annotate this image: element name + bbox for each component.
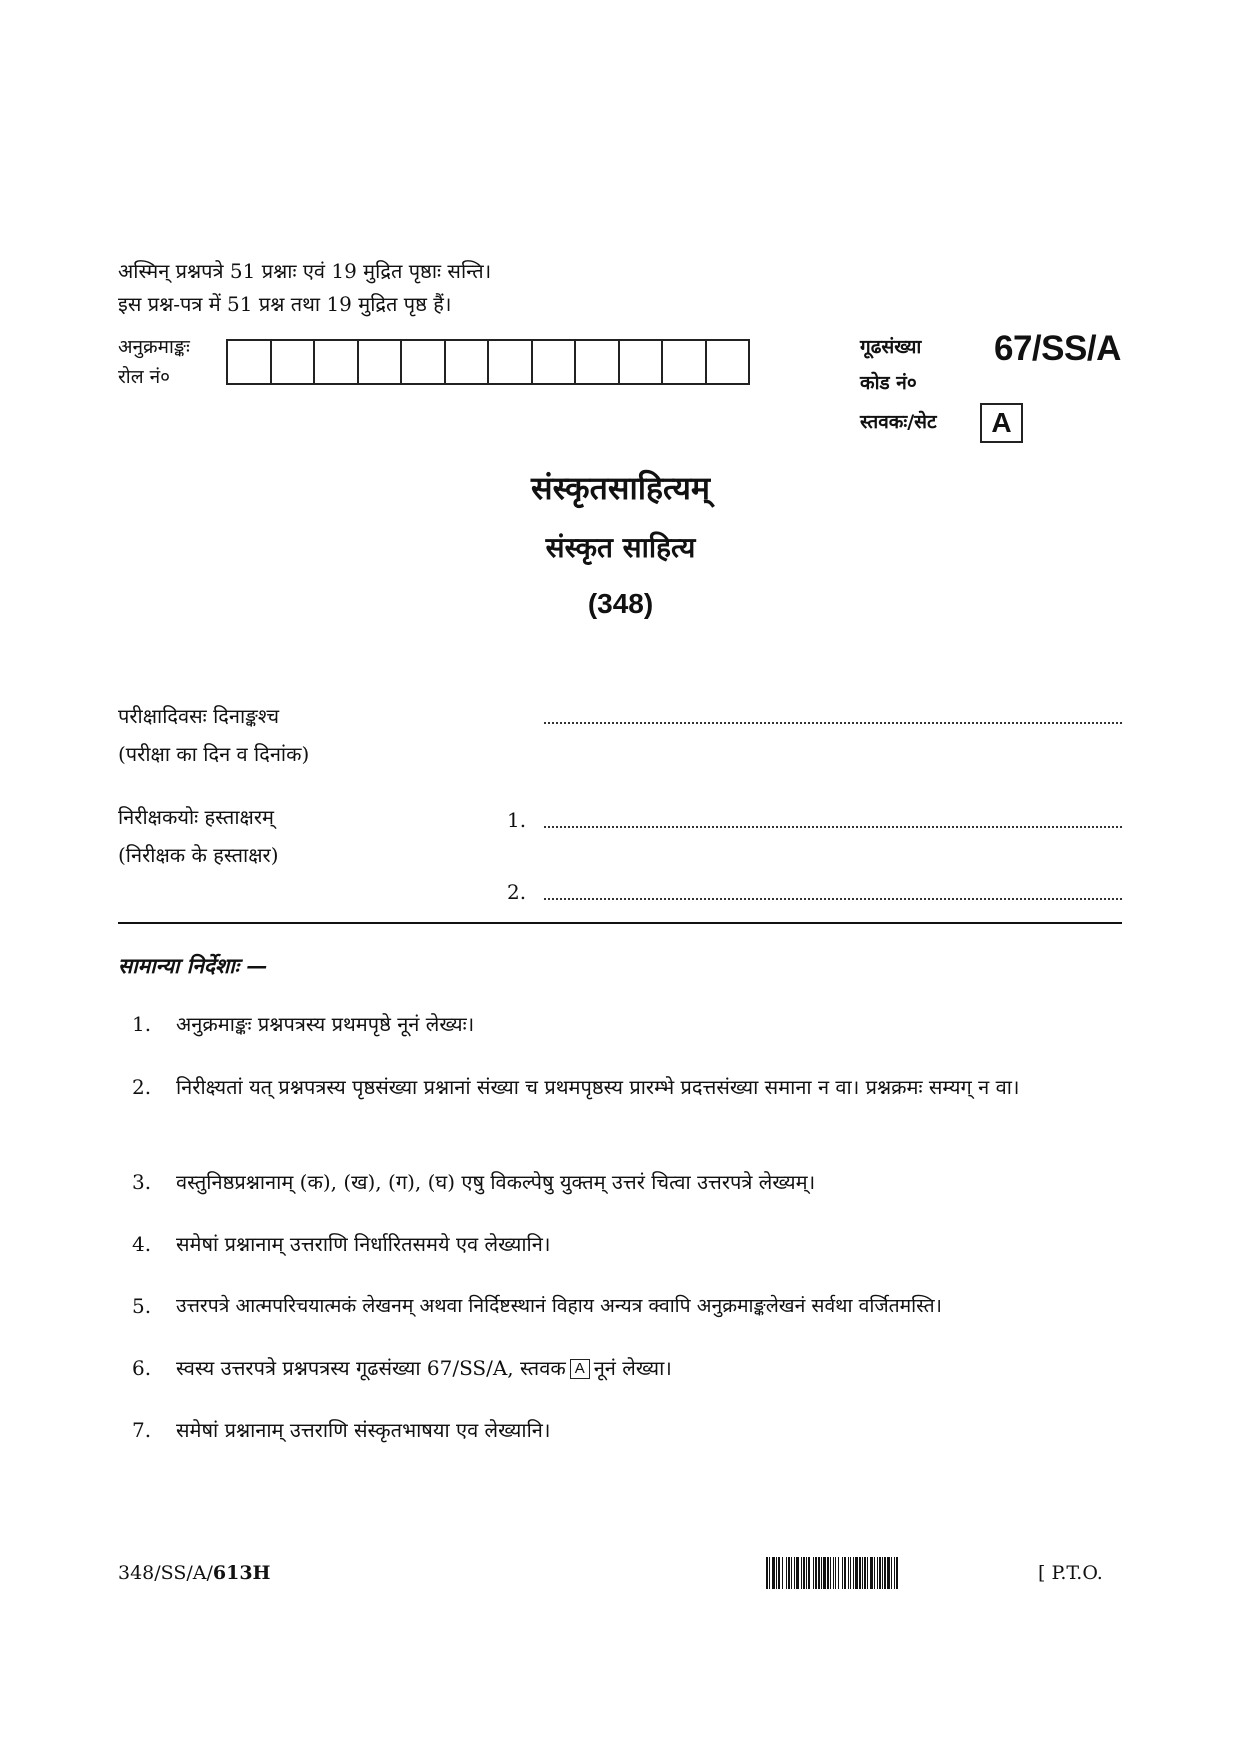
sign-1-number: 1. <box>507 808 527 832</box>
instruction-7-text: समेषां प्रश्नानाम् उत्तराणि संस्कृतभाषया एव लेख्यानि। <box>176 1418 551 1442</box>
roll-number-grid[interactable] <box>226 339 750 385</box>
instruction-4-text: समेषां प्रश्नानाम् उत्तराणि निर्धारितसमये एव लेख्यानि। <box>176 1232 551 1256</box>
footer-code-bold: 613H <box>212 1562 271 1584</box>
roll-number-box[interactable] <box>487 339 533 385</box>
instruction-2-number: 2. <box>132 1075 152 1099</box>
instruction-6-number: 6. <box>132 1356 152 1380</box>
roll-number-box[interactable] <box>574 339 620 385</box>
instruction-1-text: अनुक्रमाङ्कः प्रश्नपत्रस्य प्रथमपृष्ठे नूनं लेख्यः। <box>176 1012 475 1036</box>
header-line-hindi: इस प्रश्न-पत्र में 51 प्रश्न तथा 19 मुद्रित पृष्ठ हैं। <box>118 292 452 316</box>
date-label-hindi: (परीक्षा का दिन व दिनांक) <box>118 742 310 766</box>
set-box: A <box>980 403 1023 443</box>
roll-label-hindi: रोल नं० <box>118 366 171 388</box>
instruction-6-text-before: स्वस्य उत्तरपत्रे प्रश्नपत्रस्य गूढसंख्या 67/SS/A, स्तवक <box>176 1356 566 1380</box>
sign-1-line[interactable] <box>544 826 1122 828</box>
date-fill-line[interactable] <box>544 722 1122 724</box>
sign-2-line[interactable] <box>544 898 1122 900</box>
roll-number-box[interactable] <box>357 339 403 385</box>
roll-number-box[interactable] <box>313 339 359 385</box>
date-label-sanskrit: परीक्षादिवसः दिनाङ्कश्च <box>118 704 280 728</box>
set-label: स्तवकः/सेट <box>860 411 937 433</box>
roll-number-box[interactable] <box>444 339 490 385</box>
instruction-1-number: 1. <box>132 1012 152 1036</box>
title-sanskrit: संस्कृतसाहित्यम् <box>530 469 711 507</box>
roll-number-box[interactable] <box>531 339 577 385</box>
instruction-3-text: वस्तुनिष्ठप्रश्नानाम् (क), (ख), (ग), (घ) एषु विकल्पेषु युक्तम् उत्तरं चित्वा उत्तरपत्रे लेख्यम्। <box>176 1170 816 1194</box>
roll-number-box[interactable] <box>400 339 446 385</box>
pto-label: [ P.T.O. <box>1038 1562 1103 1584</box>
footer-code-prefix: 348/SS/A/ <box>118 1562 213 1584</box>
header-line-sanskrit: अस्मिन् प्रश्नपत्रे 51 प्रश्नाः एवं 19 मुद्रित पृष्ठाः सन्ति। <box>118 259 492 283</box>
roll-number-box[interactable] <box>270 339 316 385</box>
instruction-5-text: उत्तरपत्रे आत्मपरिचयात्मकं लेखनम् अथवा निर्दिष्टस्थानं विहाय अन्यत्र क्वापि अनुक्रमाङ्कलेखनं सर्वथा वर्जितमस्ति। <box>176 1294 942 1317</box>
instructions-heading: सामान्या निर्देशाः — <box>118 953 268 978</box>
footer-code <box>118 1562 271 1585</box>
barcode-icon <box>766 1557 1024 1589</box>
title-hindi: संस्कृत साहित्य <box>545 531 696 564</box>
instruction-6-text <box>176 1349 1122 1387</box>
instruction-2-text: निरीक्ष्यतां यत् प्रश्नपत्रस्य पृष्ठसंख्या प्रश्नानां संख्या च प्रथमपृष्ठस्य प्रारम्भे प्रदत्तसंख्या समाना न वा। प्रश्नक्रमः सम्यग् न वा। <box>176 1075 1020 1099</box>
roll-number-box[interactable] <box>226 339 272 385</box>
roll-number-box[interactable] <box>618 339 664 385</box>
instruction-5-number: 5. <box>132 1294 152 1318</box>
barcode-bar <box>898 1557 899 1589</box>
instruction-7-number: 7. <box>132 1418 152 1442</box>
code-value: 67/SS/A <box>994 329 1121 368</box>
instruction-4-number: 4. <box>132 1232 152 1256</box>
roll-number-box[interactable] <box>705 339 751 385</box>
invigilator-label-sanskrit: निरीक्षकयोः हस्ताक्षरम् <box>118 805 274 829</box>
roll-number-box[interactable] <box>661 339 707 385</box>
code-label-hindi: कोड नं० <box>860 372 917 394</box>
subject-code: (348) <box>587 588 654 619</box>
roll-label-sanskrit: अनुक्रमाङ्कः <box>118 336 190 358</box>
sign-2-number: 2. <box>507 880 527 904</box>
divider-rule <box>118 922 1122 924</box>
code-label-sanskrit: गूढसंख्या <box>860 336 922 358</box>
instruction-3-number: 3. <box>132 1170 152 1194</box>
invigilator-label-hindi: (निरीक्षक के हस्ताक्षर) <box>118 843 279 867</box>
instruction-6-set-box: A <box>570 1359 590 1379</box>
instruction-6-text-after: नूनं लेख्या। <box>593 1356 672 1380</box>
